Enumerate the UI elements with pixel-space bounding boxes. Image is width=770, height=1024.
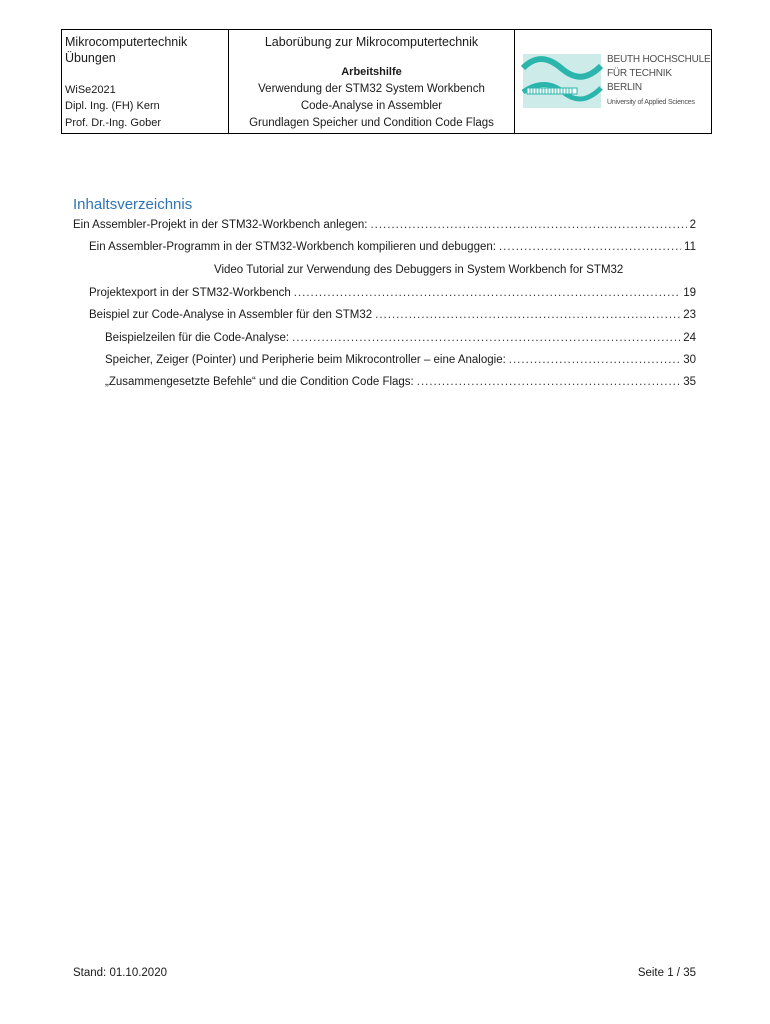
header-middle-cell: [229, 30, 515, 133]
toc-entry-page: 11: [684, 241, 696, 253]
toc-entry-4[interactable]: [89, 287, 696, 307]
toc-entry-6[interactable]: [105, 332, 696, 352]
toc-entry-page: 2: [689, 219, 696, 231]
course-name-line2: Übungen: [65, 51, 116, 65]
document-type: Arbeitshilfe: [341, 66, 402, 78]
toc-entry-text: Ein Assembler-Projekt in der STM32-Workbench anlegen:: [73, 219, 368, 231]
toc-leader-dots: [509, 354, 680, 366]
lab-title: Laborübung zur Mikrocomputertechnik: [264, 35, 479, 49]
document-header: [61, 29, 712, 134]
logo-wordmark: [607, 53, 710, 109]
author-2: Prof. Dr.-Ing. Gober: [65, 116, 161, 129]
logo-line-4: University of Applied Sciences: [607, 99, 695, 106]
semester-label: WiSe2021: [65, 83, 116, 96]
toc-leader-dots: [370, 219, 686, 231]
logo-line-2: FÜR TECHNIK: [607, 68, 672, 79]
toc-entry-5[interactable]: [89, 309, 696, 329]
toc-entry-page: 24: [683, 332, 696, 344]
toc-entry-page: 30: [683, 354, 696, 366]
footer-page-number: Seite 1 / 35: [637, 967, 696, 979]
toc-leader-dots: [292, 332, 680, 344]
toc-entry-text: Beispielzeilen für die Code-Analyse:: [105, 332, 290, 344]
toc-entry-text: Projektexport in der STM32-Workbench: [89, 287, 291, 299]
toc-entry-1[interactable]: [73, 219, 696, 239]
toc-leader-dots: [499, 241, 681, 253]
subtitle-1: Verwendung der STM32 System Workbench: [258, 83, 485, 95]
subtitle-3: Grundlagen Speicher und Condition Code Flags: [249, 117, 494, 129]
toc-heading: Inhaltsverzeichnis: [73, 196, 193, 213]
subtitle-2: Code-Analyse in Assembler: [300, 100, 443, 112]
toc-entry-3[interactable]: Video Tutorial zur Verwendung des Debuggers in System Workbench for STM32: [214, 264, 624, 276]
toc-entry-text: Speicher, Zeiger (Pointer) und Peripherie beim Mikrocontroller – eine Analogie:: [105, 354, 506, 366]
toc-entry-page: 23: [683, 309, 696, 321]
header-left-cell: [62, 30, 229, 133]
course-name-line1: Mikrocomputertechnik: [65, 35, 188, 49]
toc-entry-text: Ein Assembler-Programm in der STM32-Workbench kompilieren und debuggen:: [89, 241, 496, 253]
logo-line-1: BEUTH HOCHSCHULE: [607, 54, 711, 65]
header-logo-cell: [515, 30, 711, 133]
toc-leader-dots: [417, 376, 680, 388]
toc-entry-page: 19: [683, 287, 696, 299]
toc-entry-text: „Zusammengesetzte Befehle“ und die Condition Code Flags:: [105, 376, 414, 388]
beuth-logo-icon: [521, 52, 603, 110]
toc-entry-page: 35: [683, 376, 696, 388]
footer-date: Stand: 01.10.2020: [73, 967, 167, 979]
logo-line-3: BERLIN: [607, 82, 642, 93]
toc-entry-8[interactable]: [105, 376, 696, 396]
toc-entry-7[interactable]: [105, 354, 696, 374]
author-1: Dipl. Ing. (FH) Kern: [65, 100, 160, 112]
toc-entry-text: Beispiel zur Code-Analyse in Assembler für den STM32: [89, 309, 373, 321]
toc-leader-dots: [294, 287, 680, 299]
toc-leader-dots: [375, 309, 680, 321]
toc-entry-2[interactable]: [89, 241, 696, 261]
